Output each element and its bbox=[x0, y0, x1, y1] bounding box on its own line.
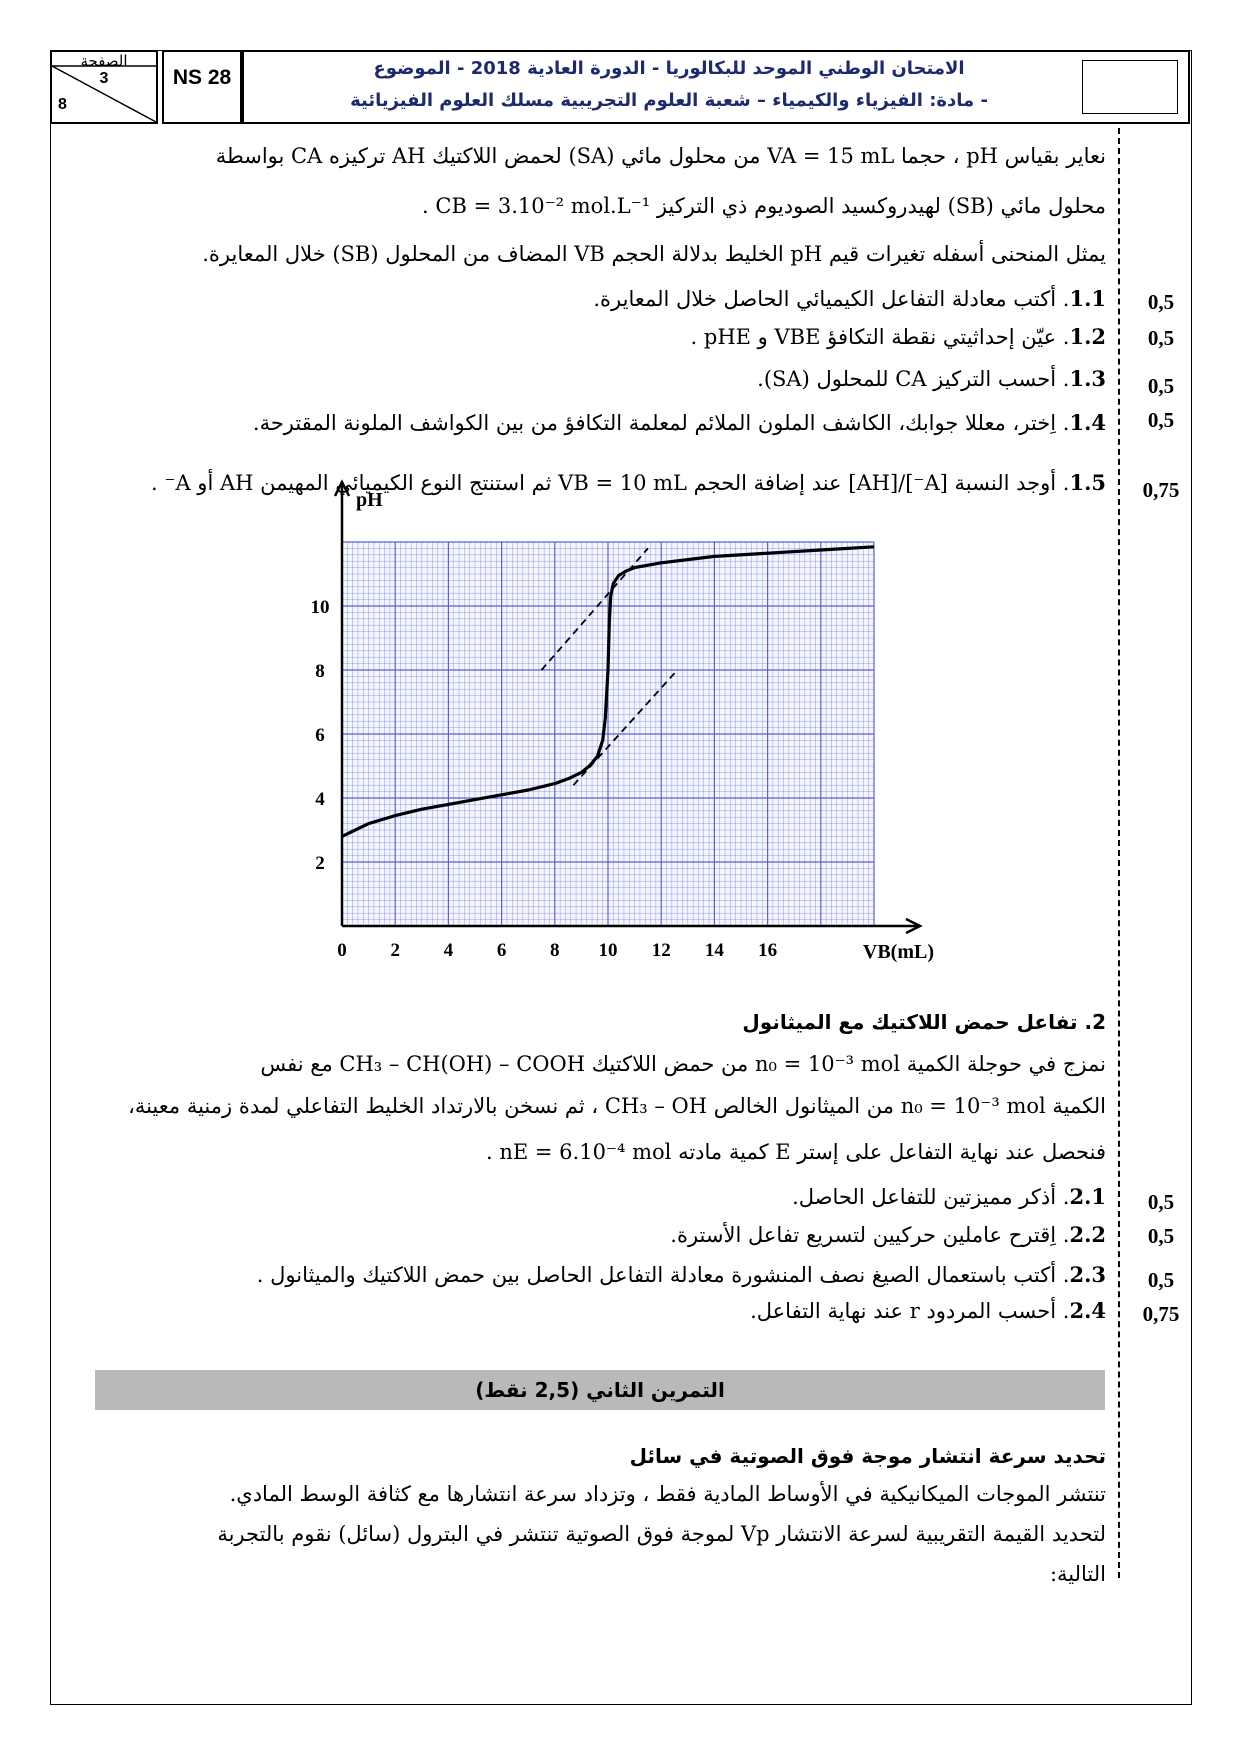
exam-title-line1: الامتحان الوطني الموحد للبكالوريا - الدورة العادية 2018 - الموضوع bbox=[373, 58, 965, 79]
part2-title: تفاعل حمض اللاكتيك مع الميثانول bbox=[742, 1010, 1078, 1034]
exam-title-line2: - مادة: الفيزياء والكيمياء – شعبة العلوم التجريبية مسلك العلوم الفيزيائية bbox=[350, 90, 988, 111]
grade-box bbox=[1082, 60, 1178, 114]
margin-divider bbox=[1118, 128, 1120, 1578]
titration-chart bbox=[290, 489, 1010, 976]
question-text: أذكر مميزتين للتفاعل الحاصل. bbox=[792, 1185, 1057, 1209]
mark-2-1: 0,5 bbox=[1147, 1190, 1175, 1214]
intro-line-3: يمثل المنحنى أسفله تغيرات قيم pH الخليط بدلالة الحجم VB المضاف من المحلول (SB) خلال المعايرة. bbox=[202, 242, 1106, 266]
x-tick-label: 14 bbox=[704, 940, 724, 961]
part2-line-1: نمزج في حوجلة الكمية n₀ = 10⁻³ mol من حمض اللاكتيك CH₃ – CH(OH) – COOH مع نفس bbox=[260, 1052, 1106, 1076]
question-number: 2.3 bbox=[1069, 1262, 1106, 1287]
question-2-1: 2.1. أذكر مميزتين للتفاعل الحاصل. bbox=[792, 1184, 1106, 1209]
question-number: 1.2 bbox=[1069, 324, 1106, 349]
y-tick-label: 10 bbox=[310, 597, 330, 618]
exercise2-title: تحديد سرعة انتشار موجة فوق الصوتية في سائل bbox=[629, 1444, 1106, 1468]
question-number: 1.5 bbox=[1069, 470, 1106, 495]
y-axis-label: pH bbox=[356, 489, 383, 511]
question-2-4: 2.4. أحسب المردود r عند نهاية التفاعل. bbox=[750, 1298, 1106, 1323]
mark-2-4: 0,75 bbox=[1142, 1302, 1180, 1326]
question-number: 1.4 bbox=[1069, 410, 1106, 435]
x-tick-label: 6 bbox=[496, 940, 507, 961]
question-text: أكتب معادلة التفاعل الكيميائي الحاصل خلال المعايرة. bbox=[593, 287, 1057, 311]
page-number: 3 bbox=[99, 70, 109, 87]
question-text: أكتب باستعمال الصيغ نصف المنشورة معادلة التفاعل الحاصل بين حمض اللاكتيك والميثانول . bbox=[256, 1263, 1057, 1287]
question-number: 2.1 bbox=[1069, 1184, 1106, 1209]
page-total: 8 bbox=[58, 96, 67, 113]
question-1-4: 1.4. اِختر، معللا جوابك، الكاشف الملون الملائم لمعلمة التكافؤ من بين الكواشف الملونة المقترحة. bbox=[252, 410, 1106, 435]
part2-number: 2. bbox=[1084, 1010, 1106, 1034]
question-1-5: 1.5. أوجد النسبة [A⁻]/[AH] عند إضافة الحجم VB = 10 mL ثم استنتج النوع الكيميائي المهيمن AH أو A⁻ . bbox=[151, 470, 1106, 495]
question-text: أحسب التركيز CA للمحلول (SA). bbox=[757, 367, 1057, 391]
x-tick-label: 0 bbox=[337, 940, 347, 961]
mark-1-5: 0,75 bbox=[1142, 478, 1180, 502]
question-text: عيّن إحداثيتي نقطة التكافؤ VBE و pHE . bbox=[690, 325, 1057, 349]
y-tick-label: 6 bbox=[315, 725, 325, 746]
part2-line-2: الكمية n₀ = 10⁻³ mol من الميثانول الخالص CH₃ – OH ، ثم نسخن بالارتداد الخليط التفاعلي لمدة زمنية معينة، bbox=[128, 1094, 1106, 1118]
exercise2-banner bbox=[95, 1370, 1105, 1410]
mark-1-2: 0,5 bbox=[1147, 326, 1175, 350]
mark-1-3: 0,5 bbox=[1147, 374, 1175, 398]
exercise2-banner-title: التمرين الثاني (2,5 نقط) bbox=[475, 1378, 725, 1402]
y-tick-label: 4 bbox=[315, 789, 325, 810]
question-1-3: 1.3. أحسب التركيز CA للمحلول (SA). bbox=[757, 366, 1106, 391]
exercise2-line-1: تنتشر الموجات الميكانيكية في الأوساط المادية فقط ، وتزداد سرعة انتشارها مع كثافة الوسط المادي. bbox=[229, 1482, 1106, 1506]
exam-code: NS 28 bbox=[172, 66, 232, 89]
page-diagonal bbox=[52, 66, 156, 122]
mark-1-4: 0,5 bbox=[1147, 408, 1175, 432]
x-tick-label: 10 bbox=[598, 940, 618, 961]
question-text: أحسب المردود r عند نهاية التفاعل. bbox=[750, 1299, 1057, 1323]
x-tick-label: 4 bbox=[443, 940, 454, 961]
question-number: 1.3 bbox=[1069, 366, 1106, 391]
question-number: 2.2 bbox=[1069, 1222, 1106, 1247]
x-tick-label: 16 bbox=[758, 940, 778, 961]
exam-title-box bbox=[242, 50, 1190, 124]
question-text: أوجد النسبة [A⁻]/[AH] عند إضافة الحجم VB = 10 mL ثم استنتج النوع الكيميائي المهيمن AH أو A⁻ . bbox=[151, 471, 1057, 495]
exercise2-line-3: التالية: bbox=[1049, 1562, 1106, 1586]
question-text: اِقترح عاملين حركيين لتسريع تفاعل الأسترة. bbox=[670, 1223, 1057, 1247]
question-2-3: 2.3. أكتب باستعمال الصيغ نصف المنشورة معادلة التفاعل الحاصل بين حمض اللاكتيك والميثانول . bbox=[256, 1262, 1106, 1287]
x-tick-label: 12 bbox=[651, 940, 671, 961]
question-2-2: 2.2. اِقترح عاملين حركيين لتسريع تفاعل الأسترة. bbox=[670, 1222, 1106, 1247]
part2-heading bbox=[742, 1010, 1106, 1034]
mark-1-1: 0,5 bbox=[1147, 290, 1175, 314]
intro-line-2: محلول مائي (SB) لهيدروكسيد الصوديوم ذي التركيز CB = 3.10⁻² mol.L⁻¹ . bbox=[422, 194, 1106, 218]
exercise2-line-2: لتحديد القيمة التقريبية لسرعة الانتشار Vp لموجة فوق الصوتية تنتشر في البترول (سائل) نقوم بالتجربة bbox=[217, 1522, 1106, 1546]
page-number-box bbox=[50, 50, 158, 124]
question-1-1: 1.1. أكتب معادلة التفاعل الكيميائي الحاصل خلال المعايرة. bbox=[593, 286, 1106, 311]
question-number: 1.1 bbox=[1069, 286, 1106, 311]
x-axis-label: VB(mL) bbox=[862, 941, 934, 963]
question-text: اِختر، معللا جوابك، الكاشف الملون الملائم لمعلمة التكافؤ من بين الكواشف الملونة المقترحة. bbox=[252, 411, 1057, 435]
x-tick-label: 8 bbox=[550, 940, 560, 961]
mark-2-2: 0,5 bbox=[1147, 1224, 1175, 1248]
intro-line-1: نعاير بقياس pH ، حجما VA = 15 mL من محلول مائي (SA) لحمض اللاكتيك AH تركيزه CA بواسطة bbox=[215, 144, 1106, 168]
exam-code-box bbox=[162, 50, 242, 124]
mark-2-3: 0,5 bbox=[1147, 1268, 1175, 1292]
part2-line-3: فنحصل عند نهاية التفاعل على إستر E كمية مادته nE = 6.10⁻⁴ mol . bbox=[486, 1140, 1106, 1164]
question-number: 2.4 bbox=[1069, 1298, 1106, 1323]
y-tick-label: 2 bbox=[315, 853, 325, 874]
page-label: الصفحة bbox=[80, 52, 128, 70]
x-tick-label: 2 bbox=[390, 940, 400, 961]
question-1-2: 1.2. عيّن إحداثيتي نقطة التكافؤ VBE و pHE . bbox=[690, 324, 1106, 349]
y-tick-label: 8 bbox=[315, 661, 325, 682]
